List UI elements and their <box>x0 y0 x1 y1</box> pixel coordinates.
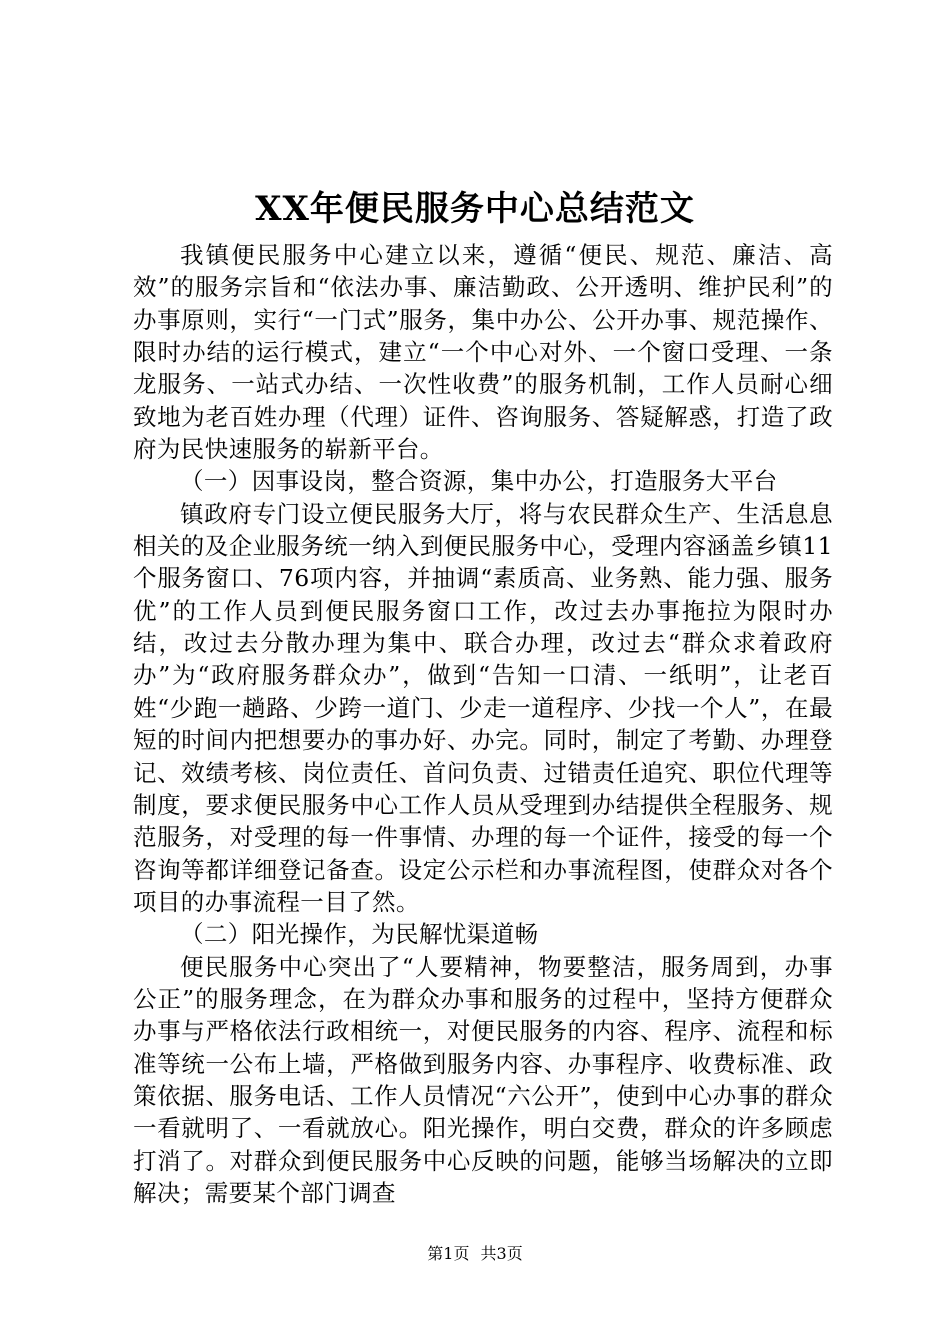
body-paragraph: 我镇便民服务中心建立以来，遵循“便民、规范、廉洁、高效”的服务宗旨和“依法办事、廉洁勤政、公开透明、维护民利”的办事原则，实行“一门式”服务，集中办公、公开办事、规范操作、限时办结的运行模式，建立“一个中心对外、一个窗口受理、一条龙服务、一站式办结、一次性收费”的服务机制，工作人员耐心细致地为老百姓办理（代理）证件、咨询服务、答疑解惑，打造了政府为民快速服务的崭新平台。 <box>133 241 833 464</box>
document-body <box>133 239 833 1209</box>
section-heading: （一）因事设岗，整合资源，集中办公，打造服务大平台 <box>180 467 778 496</box>
page-total: 共3页 <box>480 1244 523 1263</box>
page-number: 第1页 <box>427 1244 470 1263</box>
body-paragraph: 便民服务中心突出了“人要精神，物要整洁，服务周到，办事公正”的服务理念，在为群众办事和服务的过程中，坚持方便群众办事与严格依法行政相统一，对便民服务的内容、程序、流程和标准等统一公布上墙，严格做到服务内容、办事程序、收费标准、政策依据、服务电话、工作人员情况“六公开”，使到中心办事的群众一看就明了、一看就放心。阳光操作，明白交费，群众的许多顾虑打消了。对群众到便民服务中心反映的问题，能够当场解决的立即解决；需要某个部门调查 <box>133 952 833 1207</box>
page-footer <box>0 1244 950 1264</box>
body-paragraph: 镇政府专门设立便民服务大厅，将与农民群众生产、生活息息相关的及企业服务统一纳入到便民服务中心，受理内容涵盖乡镇11个服务窗口、76项内容，并抽调“素质高、业务熟、能力强、服务优”的工作人员到便民服务窗口工作，改过去办事拖拉为限时办结，改过去分散办理为集中、联合办理，改过去“群众求着政府办”为“政府服务群众办”，做到“告知一口清、一纸明”，让老百姓“少跑一趟路、少跨一道门、少走一道程序、少找一个人”，在最短的时间内把想要办的事办好、办完。同时，制定了考勤、办理登记、效绩考核、岗位责任、首问负责、过错责任追究、职位代理等制度，要求便民服务中心工作人员从受理到办结提供全程服务、规范服务，对受理的每一件事情、办理的每一个证件，接受的每一个咨询等都详细登记备查。设定公示栏和办事流程图，使群众对各个项目的办事流程一目了然。 <box>133 499 833 916</box>
section-heading: （二）阳光操作，为民解忧渠道畅 <box>180 920 539 949</box>
document-title: XX年便民服务中心总结范文 <box>255 189 695 229</box>
